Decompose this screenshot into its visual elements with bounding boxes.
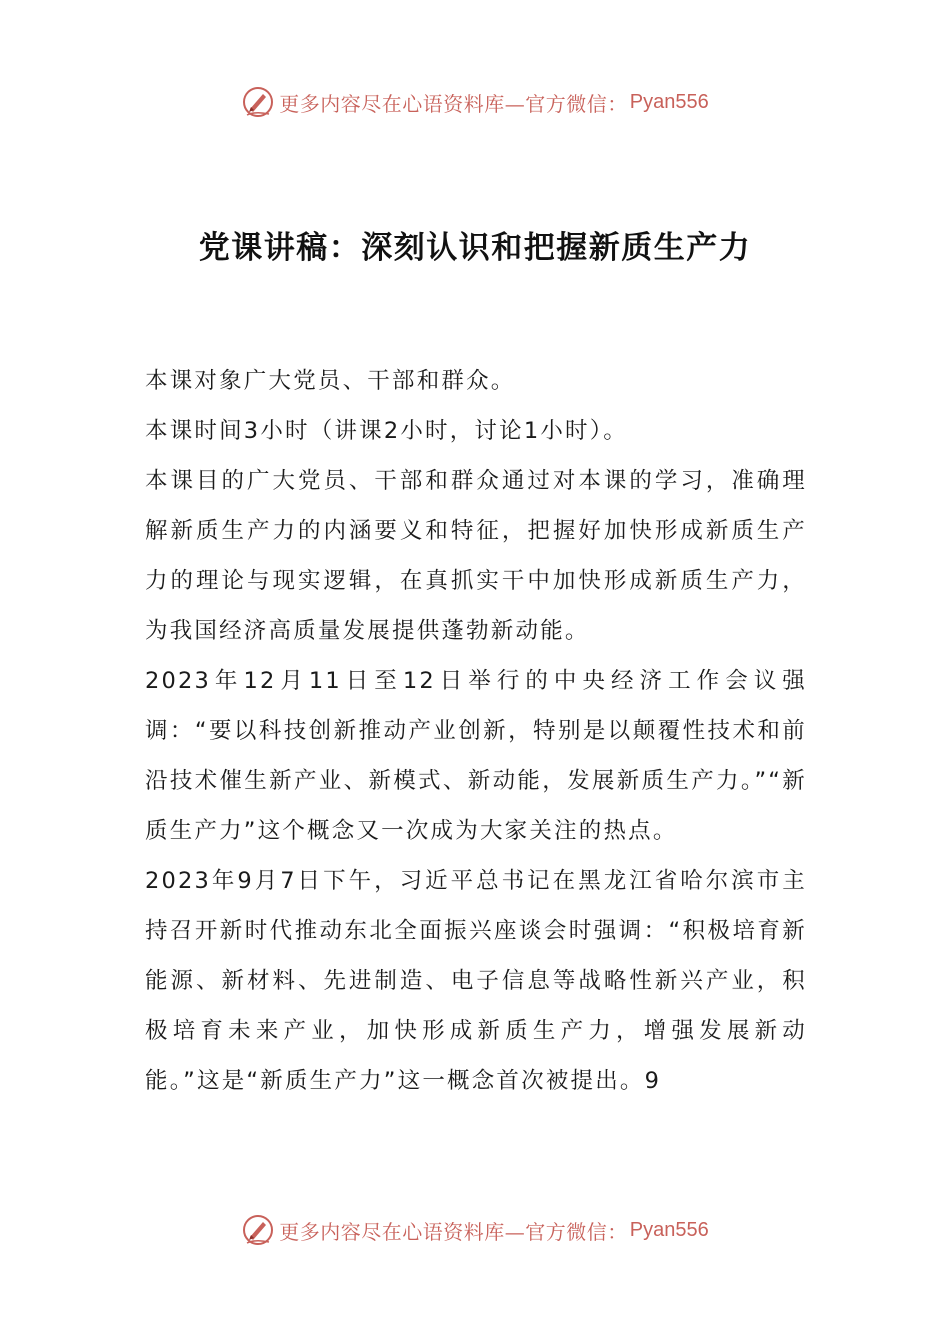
page-title: 党课讲稿：深刻认识和把握新质生产力	[198, 230, 752, 266]
paragraph: 本课时间3小时（讲课2小时，讨论1小时）。	[145, 418, 628, 444]
header-watermark	[0, 82, 950, 122]
document-body	[145, 356, 807, 1106]
paragraph: 2023年9月7日下午，习近平总书记在黑龙江省哈尔滨市主持召开新时代推动东北全面振兴座谈会时强调：“积极培育新能源、新材料、先进制造、电子信息等战略性新兴产业，积极培育未来产业，加快形成新质生产力，增强发展新动能。”这是“新质生产力”这一概念首次被提出。9	[145, 868, 807, 1094]
paragraph: 2023年12月11日至12日举行的中央经济工作会议强调：“要以科技创新推动产业创新，特别是以颠覆性技术和前沿技术催生新产业、新模式、新动能，发展新质生产力。”“新质生产力”这个概念又一次成为大家关注的热点。	[145, 668, 807, 844]
watermark-id: Pyan556	[629, 1218, 709, 1241]
watermark-text: 更多内容尽在心语资料库—官方微信：	[279, 1219, 628, 1244]
watermark-text: 更多内容尽在心语资料库—官方微信：	[279, 91, 628, 116]
pen-logo-icon	[241, 85, 275, 119]
watermark-id: Pyan556	[629, 90, 709, 113]
paragraph: 本课对象广大党员、干部和群众。	[145, 368, 516, 394]
pen-logo-icon	[241, 1213, 275, 1247]
paragraph: 本课目的广大党员、干部和群众通过对本课的学习，准确理解新质生产力的内涵要义和特征，把握好加快形成新质生产力的理论与现实逻辑，在真抓实干中加快形成新质生产力，为我国经济高质量发展提供蓬勃新动能。	[145, 468, 807, 644]
footer-watermark	[0, 1210, 950, 1250]
